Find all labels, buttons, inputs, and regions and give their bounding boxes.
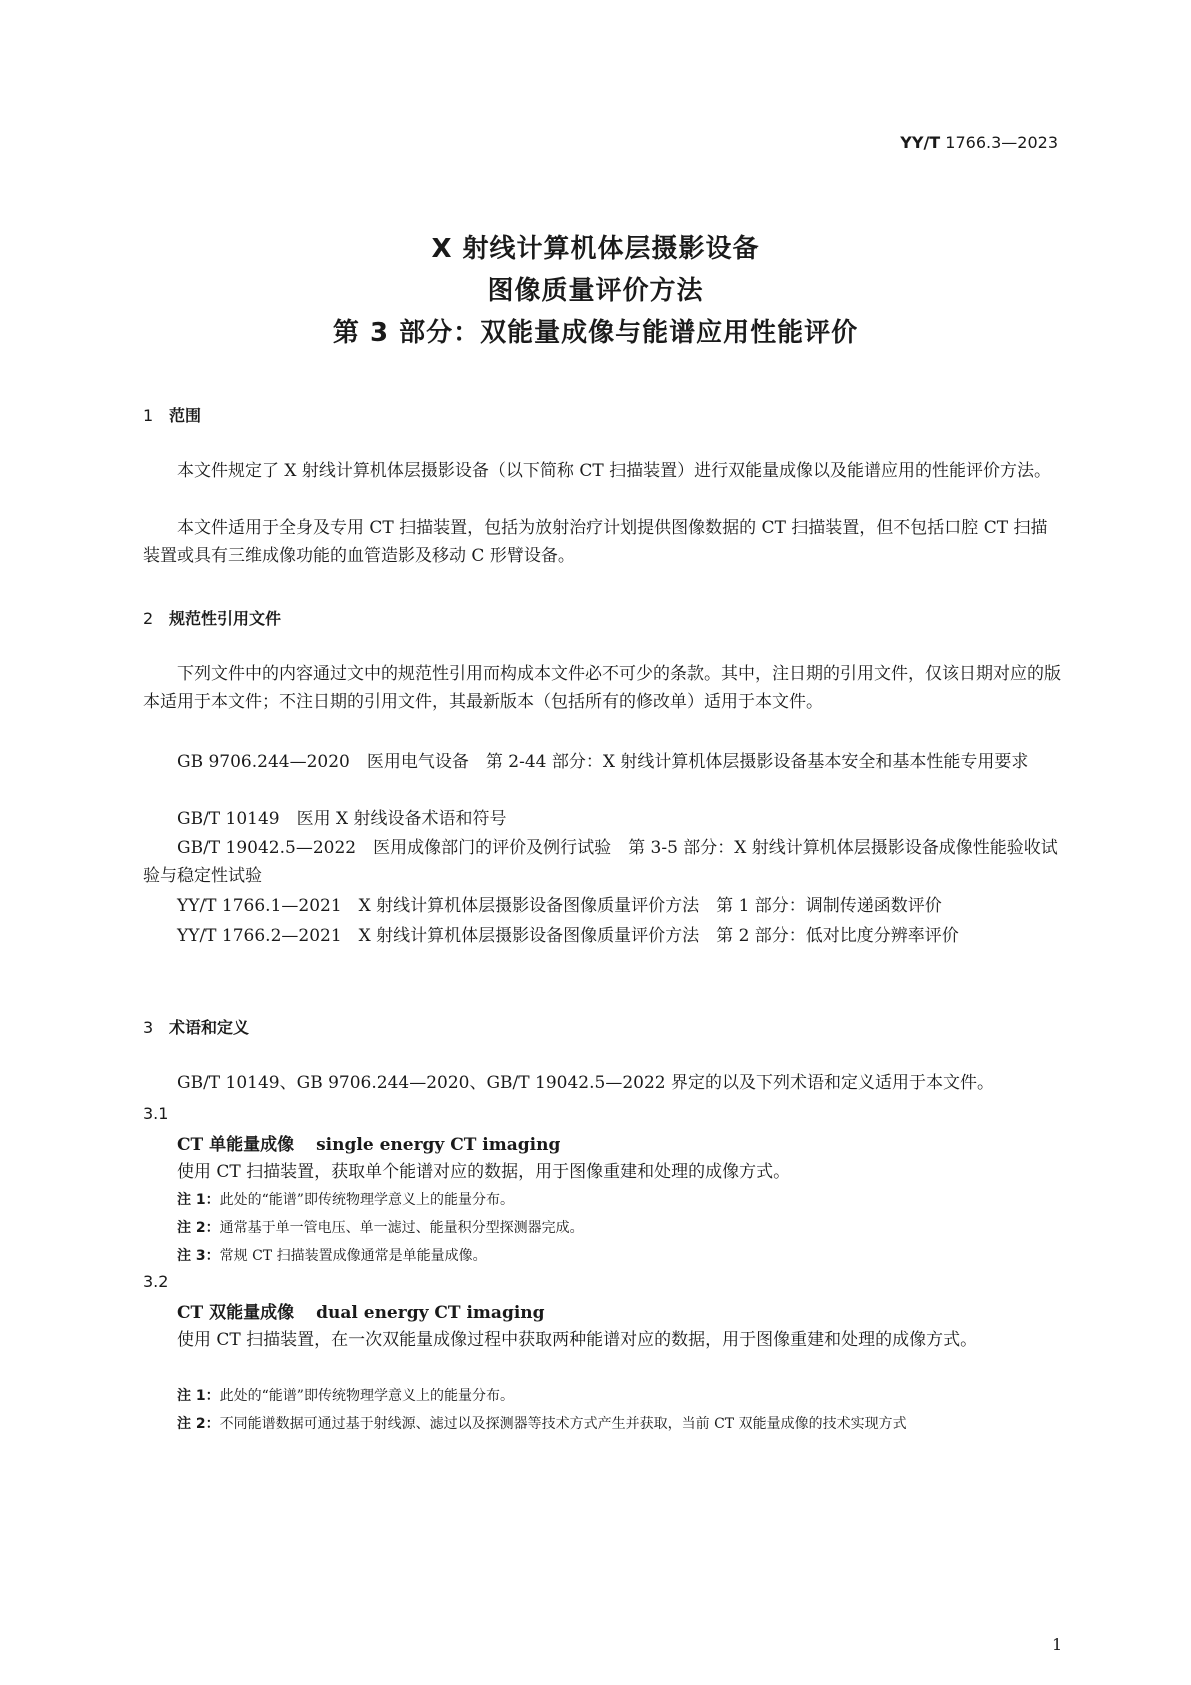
reference-item: YY/T 1766.2—2021 X 射线计算机体层摄影设备图像质量评价方法 第 2 部分：低对比度分辨率评价 bbox=[177, 926, 959, 946]
term-heading bbox=[177, 1298, 545, 1323]
reference-item: GB/T 19042.5—2022 医用成像部门的评价及例行试验 第 3-5 部分：X 射线计算机体层摄影设备成像性能验收试验与稳定性试验 bbox=[143, 838, 1058, 886]
term-english: single energy CT imaging bbox=[316, 1135, 561, 1155]
term-number: 3.2 bbox=[143, 1272, 169, 1291]
reference-item: GB 9706.244—2020 医用电气设备 第 2-44 部分：X 射线计算机体层摄影设备基本安全和基本性能专用要求 bbox=[177, 752, 1029, 772]
section-title: 范围 bbox=[169, 406, 202, 425]
section-3-heading bbox=[143, 1015, 249, 1038]
note-text: 此处的“能谱”即传统物理学意义上的能量分布。 bbox=[219, 1388, 514, 1404]
note-item bbox=[177, 1386, 1067, 1406]
standard-number: 1766.3—2023 bbox=[945, 133, 1058, 152]
doc-title-line2: 图像质量评价方法 bbox=[487, 276, 704, 306]
section-title: 规范性引用文件 bbox=[169, 609, 282, 628]
term-heading bbox=[177, 1130, 560, 1155]
scope-paragraph-1: 本文件规定了 X 射线计算机体层摄影设备（以下简称 CT 扫描装置）进行双能量成像以及能谱应用的性能评价方法。 bbox=[177, 461, 1052, 481]
section-number: 3 bbox=[143, 1018, 154, 1037]
note-label: 注 1： bbox=[177, 1388, 220, 1404]
standard-prefix: YY/T bbox=[900, 133, 941, 152]
page-number: 1 bbox=[1052, 1635, 1063, 1654]
reference-item: YY/T 1766.1—2021 X 射线计算机体层摄影设备图像质量评价方法 第 1 部分：调制传递函数评价 bbox=[177, 896, 942, 916]
section-number: 1 bbox=[143, 406, 154, 425]
reference-item: GB/T 10149 医用 X 射线设备术语和符号 bbox=[177, 809, 507, 829]
term-chinese: CT 单能量成像 bbox=[177, 1135, 295, 1155]
normative-intro: 下列文件中的内容通过文中的规范性引用而构成本文件必不可少的条款。其中，注日期的引用文件，仅该日期对应的版本适用于本文件；不注日期的引用文件，其最新版本（包括所有的修改单）适用于本文件。 bbox=[143, 664, 1061, 712]
term-english: dual energy CT imaging bbox=[316, 1303, 545, 1323]
note-item bbox=[177, 1246, 1067, 1266]
doc-title-line1: X 射线计算机体层摄影设备 bbox=[431, 234, 760, 264]
note-text: 此处的“能谱”即传统物理学意义上的能量分布。 bbox=[219, 1192, 514, 1208]
scope-paragraph-2: 本文件适用于全身及专用 CT 扫描装置，包括为放射治疗计划提供图像数据的 CT 扫描装置，但不包括口腔 CT 扫描装置或具有三维成像功能的血管造影及移动 C 形臂设备。 bbox=[143, 518, 1048, 566]
section-number: 2 bbox=[143, 609, 154, 628]
standard-code bbox=[900, 133, 1058, 152]
term-definition: 使用 CT 扫描装置，在一次双能量成像过程中获取两种能谱对应的数据，用于图像重建和处理的成像方式。 bbox=[177, 1330, 978, 1350]
note-item bbox=[177, 1218, 1067, 1238]
note-label: 注 3： bbox=[177, 1248, 220, 1264]
section-2-heading bbox=[143, 606, 281, 629]
note-item bbox=[177, 1190, 1067, 1210]
term-definition: 使用 CT 扫描装置，获取单个能谱对应的数据，用于图像重建和处理的成像方式。 bbox=[177, 1162, 791, 1182]
terms-intro: GB/T 10149、GB 9706.244—2020、GB/T 19042.5—2022 界定的以及下列术语和定义适用于本文件。 bbox=[177, 1073, 994, 1093]
term-chinese: CT 双能量成像 bbox=[177, 1303, 295, 1323]
note-label: 注 2： bbox=[177, 1220, 220, 1236]
note-label: 注 1： bbox=[177, 1192, 220, 1208]
section-title: 术语和定义 bbox=[169, 1018, 250, 1037]
section-1-heading bbox=[143, 403, 201, 426]
note-text: 不同能谱数据可通过基于射线源、滤过以及探测器等技术方式产生并获取，当前 CT 双能量成像的技术实现方式 bbox=[219, 1416, 907, 1432]
term-number: 3.1 bbox=[143, 1104, 169, 1123]
doc-title-line3: 第 3 部分：双能量成像与能谱应用性能评价 bbox=[332, 318, 859, 348]
note-label: 注 2： bbox=[177, 1416, 220, 1432]
note-item bbox=[177, 1414, 1067, 1434]
note-text: 常规 CT 扫描装置成像通常是单能量成像。 bbox=[219, 1248, 487, 1264]
note-text: 通常基于单一管电压、单一滤过、能量积分型探测器完成。 bbox=[219, 1220, 584, 1236]
